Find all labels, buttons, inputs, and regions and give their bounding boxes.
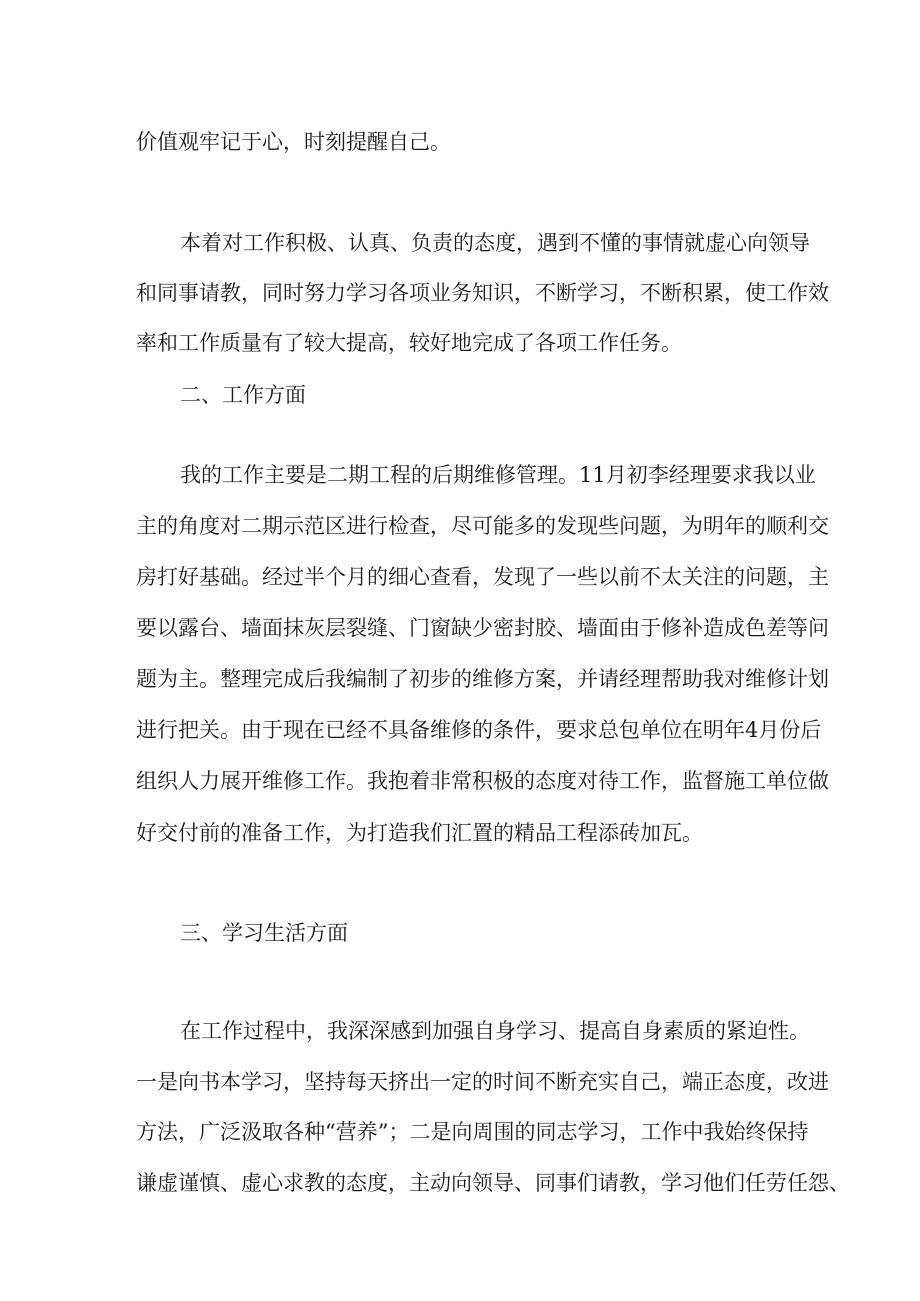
paragraph-line: 题为主。整理完成后我编制了初步的维修方案，并请经理帮助我对维修计划 xyxy=(136,667,829,691)
paragraph-line: 方法，广泛汲取各种“营养”；二是向周围的同志学习，工作中我始终保持 xyxy=(136,1120,809,1144)
paragraph-line: 我的工作主要是二期工程的后期维修管理。11月初李经理要求我以业 xyxy=(180,463,816,487)
paragraph-line: 组织人力展开维修工作。我抱着非常积极的态度对待工作，监督施工单位做 xyxy=(136,769,829,793)
paragraph-line: 率和工作质量有了较大提高，较好地完成了各项工作任务。 xyxy=(136,331,682,355)
paragraph-line: 主的角度对二期示范区进行检查，尽可能多的发现些问题，为明年的顺利交 xyxy=(136,514,829,538)
paragraph-line: 谦虚谨慎、虚心求教的态度，主动向领导、同事们请教，学习他们任劳任怨、 xyxy=(136,1171,850,1195)
paragraph-line: 本着对工作积极、认真、负责的态度，遇到不懂的事情就虚心向领导 xyxy=(180,231,810,255)
paragraph-line: 进行把关。由于现在已经不具备维修的条件，要求总包单位在明年4月份后 xyxy=(136,718,822,742)
paragraph-line: 和同事请教，同时努力学习各项业务知识，不断学习，不断积累，使工作效 xyxy=(136,281,829,305)
paragraph-line: 好交付前的准备工作，为打造我们汇置的精品工程添砖加瓦。 xyxy=(136,821,703,845)
paragraph-line: 价值观牢记于心，时刻提醒自己。 xyxy=(136,130,451,154)
paragraph-line: 在工作过程中，我深深感到加强自身学习、提高自身素质的紧迫性。 xyxy=(180,1019,810,1043)
paragraph-line: 要以露台、墙面抹灰层裂缝、门窗缺少密封胶、墙面由于修补造成色差等问 xyxy=(136,616,829,640)
section-heading-study: 三、学习生活方面 xyxy=(180,921,348,945)
paragraph-line: 一是向书本学习，坚持每天挤出一定的时间不断充实自己，端正态度，改进 xyxy=(136,1070,829,1094)
section-heading-work: 二、工作方面 xyxy=(180,383,306,407)
paragraph-line: 房打好基础。经过半个月的细心查看，发现了一些以前不太关注的问题，主 xyxy=(136,565,829,589)
